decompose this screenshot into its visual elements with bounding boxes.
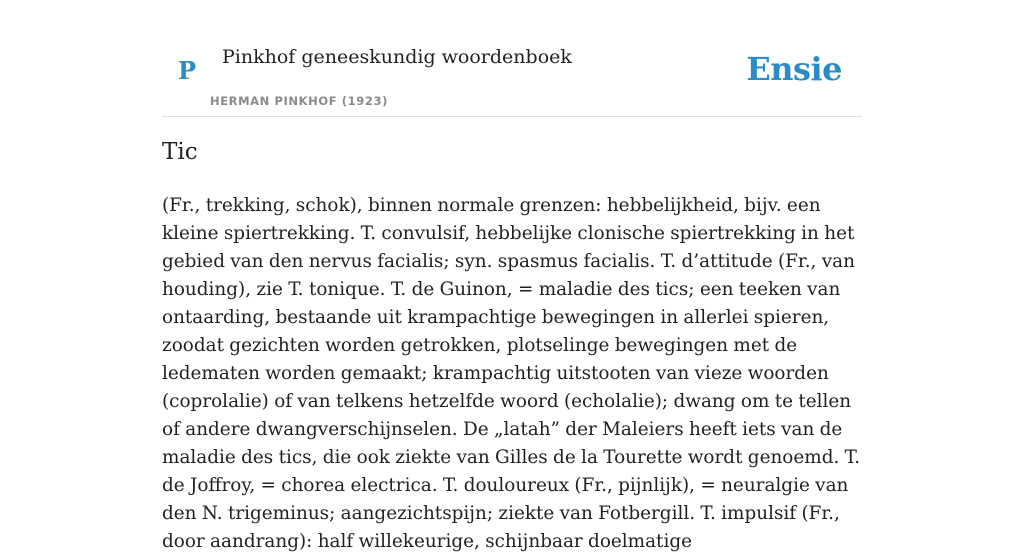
dictionary-title-link[interactable]: Pinkhof geneeskundig woordenboek bbox=[222, 46, 572, 68]
entry-term-heading: Tic bbox=[162, 139, 198, 165]
dictionary-header bbox=[162, 0, 862, 117]
dictionary-logo[interactable]: P bbox=[178, 56, 197, 85]
entry-definition: (Fr., trekking, schok), binnen normale grenzen: hebbelijkheid, bijv. een kleine spiertrekking. T. convulsif, hebbelijke clonische spiertrekking in het gebied van den nervus facialis; syn. spasmus facialis. T. d’attitude (Fr., van houding), zie T. tonique. T. de Guinon, = maladie des tics; een teeken van ontaarding, bestaande uit krampachtige bewegingen in allerlei spieren, zoodat gezichten worden getrokken, plotselinge bewegingen met de ledematen worden gemaakt; krampachtig uitstooten van vieze woorden (coprolalie) of van telkens hetzelfde woord (echolalie); dwang om te tellen of andere dwangverschijnselen. De „latah” der Maleiers heeft iets van de maladie des tics, die ook ziekte van Gilles de la Tourette wordt genoemd. T. de Joffroy, = chorea electrica. T. douloureux (Fr., pijnlijk), = neuralgie van den N. trigeminus; aangezichtspijn; ziekte van Fotbergill. T. impulsif (Fr., door aandrang): half willekeurige, schijnbaar doelmatige bbox=[162, 195, 861, 552]
author-label: HERMAN PINKHOF (1923) bbox=[210, 94, 388, 108]
ensie-brand-logo[interactable]: Ensie bbox=[746, 50, 842, 88]
entry-card bbox=[162, 0, 862, 552]
